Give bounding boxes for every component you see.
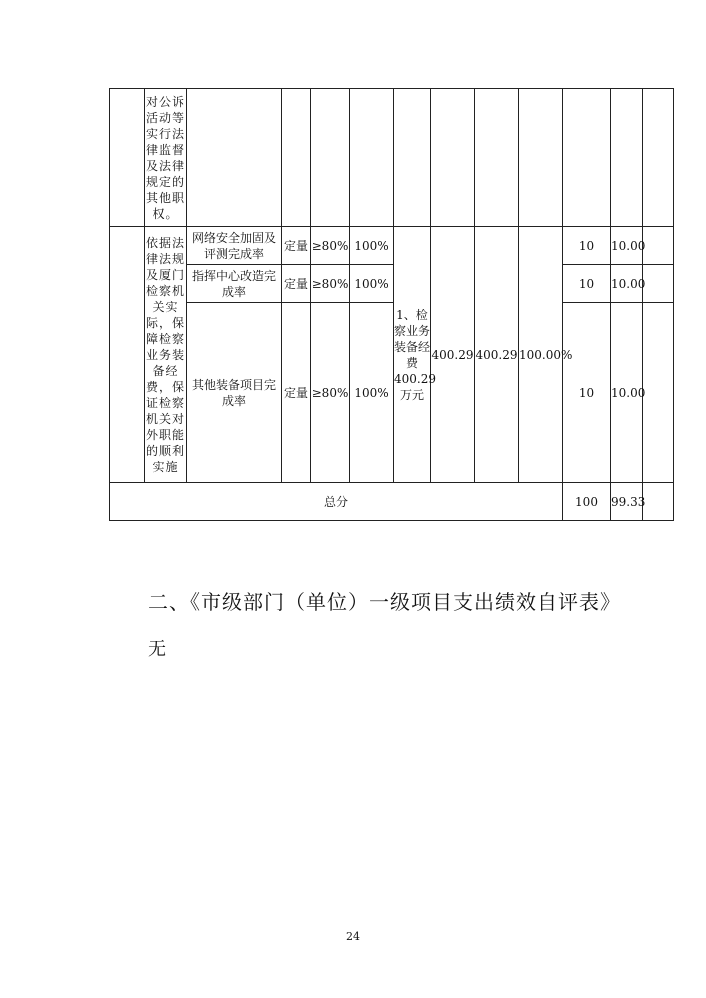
table-cell <box>110 227 145 483</box>
table-cell <box>110 89 145 227</box>
table-row <box>110 265 674 303</box>
table-cell <box>643 89 674 227</box>
section-body: 无 <box>148 639 166 660</box>
total-weight: 100 <box>563 483 611 521</box>
table-row <box>110 227 674 265</box>
table-cell <box>311 89 350 227</box>
table-cell <box>611 89 643 227</box>
weight-cell: 10 <box>563 265 611 303</box>
table-cell <box>643 265 674 303</box>
score-cell: 10.00 <box>611 227 643 265</box>
execution-rate-cell: 100.00% <box>519 227 563 483</box>
table-cell <box>394 89 431 227</box>
indicator-name: 网络安全加固及评测完成率 <box>187 227 282 265</box>
score-cell: 10.00 <box>611 265 643 303</box>
table-cell <box>282 89 311 227</box>
section-title: 二、《市级部门（单位）一级项目支出绩效自评表》 <box>148 590 621 614</box>
score-cell: 10.00 <box>611 303 643 483</box>
table-cell <box>563 89 611 227</box>
indicator-type: 定量 <box>282 303 311 483</box>
budget-cell: 400.29 <box>431 227 475 483</box>
weight-cell: 10 <box>563 227 611 265</box>
table-cell <box>475 89 519 227</box>
indicator-type: 定量 <box>282 227 311 265</box>
table-row <box>110 89 674 227</box>
total-score: 99.33 <box>611 483 643 521</box>
duty-cell: 对公诉活动等实行法律监督及法律规定的其他职权。 <box>145 89 187 227</box>
indicator-type: 定量 <box>282 265 311 303</box>
table-row <box>110 303 674 483</box>
indicator-actual: 100% <box>350 303 394 483</box>
indicator-name: 指挥中心改造完成率 <box>187 265 282 303</box>
indicator-target: ≥80% <box>311 227 350 265</box>
table-cell <box>643 227 674 265</box>
weight-cell: 10 <box>563 303 611 483</box>
indicator-target: ≥80% <box>311 265 350 303</box>
indicator-name: 其他装备项目完成率 <box>187 303 282 483</box>
table-cell <box>643 303 674 483</box>
table-cell <box>643 483 674 521</box>
page-number: 24 <box>346 930 360 943</box>
performance-table <box>109 88 674 521</box>
table-cell <box>431 89 475 227</box>
indicator-actual: 100% <box>350 227 394 265</box>
total-label: 总分 <box>110 483 563 521</box>
table-row <box>110 483 674 521</box>
table-cell <box>350 89 394 227</box>
table-cell <box>519 89 563 227</box>
executed-cell: 400.29 <box>475 227 519 483</box>
fund-item-cell: 1、检察业务装备经费400.29万元 <box>394 227 431 483</box>
objective-cell: 依据法律法规及厦门检察机关实际，保障检察业务装备经费，保证检察机关对外职能的顺利实施 <box>145 227 187 483</box>
table-cell <box>187 89 282 227</box>
indicator-actual: 100% <box>350 265 394 303</box>
indicator-target: ≥80% <box>311 303 350 483</box>
